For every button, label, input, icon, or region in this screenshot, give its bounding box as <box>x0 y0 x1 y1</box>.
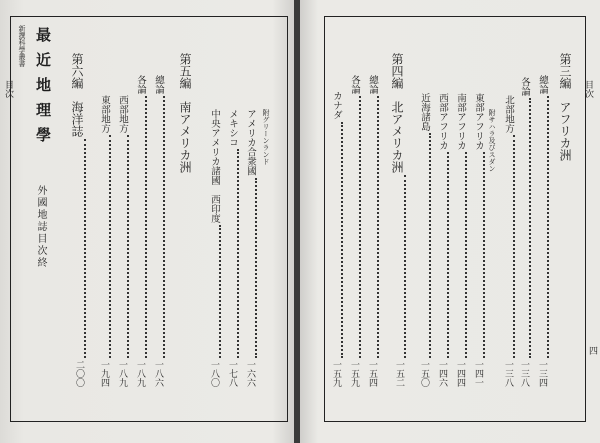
left-toc-page-number: 一八〇 <box>209 360 219 387</box>
left-toc-page-number: 一八六 <box>153 360 163 387</box>
left-toc-entry-text: 各論 <box>135 75 146 94</box>
dot-leader <box>219 225 221 358</box>
right-toc-page-number: 一五四 <box>367 360 377 387</box>
left-toc-page-number: 二〇〇 <box>74 360 84 387</box>
left-toc-page-number: 一七八 <box>227 360 237 387</box>
right-toc-entry <box>365 75 379 387</box>
right-toc-entry <box>329 91 343 387</box>
dot-leader <box>377 96 379 358</box>
left-margin-label: 目次 <box>3 80 13 98</box>
book-title-column <box>33 27 54 152</box>
right-toc-entry-text: 總論 <box>367 75 378 94</box>
right-toc-entry <box>471 93 485 387</box>
right-toc-entry-text: 各論 <box>519 77 530 96</box>
left-toc-entry <box>151 75 165 387</box>
right-toc-entry-text: 附サハラ及びスダン <box>488 109 496 172</box>
right-toc-entry-text: 各論 <box>349 75 360 94</box>
dot-leader <box>109 135 111 358</box>
right-page <box>300 0 600 443</box>
left-toc-entry-text: 第五編 南アメリカ洲 <box>178 53 192 173</box>
dot-leader <box>237 149 239 358</box>
right-toc-page-number: 一五九 <box>331 360 341 387</box>
right-toc-page-number: 一五九 <box>349 360 359 387</box>
left-toc-entry-text: メキシコ <box>227 109 238 147</box>
right-toc-page-number: 一四一 <box>473 360 483 387</box>
right-toc-entry <box>435 93 449 387</box>
left-toc-entry-text: 中央アメリカ諸國 西印度 <box>209 109 220 223</box>
left-toc-entry-text: 第六編 海洋誌 <box>70 53 84 137</box>
right-toc-entry <box>417 93 431 387</box>
left-toc-entry-text: 西部地方 <box>117 95 128 133</box>
dot-leader <box>465 152 467 358</box>
left-toc-entry-text: 附グリーンランド <box>262 109 270 165</box>
right-toc-entry-text: 東部アフリカ <box>473 93 484 150</box>
right-toc-entry-text: 第三編 アフリカ洲 <box>558 53 572 161</box>
left-toc-entry-text: 東部地方 <box>99 95 110 133</box>
right-toc-entry-text: 近海諸島 <box>419 93 430 131</box>
right-toc-entry <box>347 75 361 387</box>
left-toc-entry <box>261 109 271 165</box>
left-toc-entry <box>115 95 129 387</box>
left-toc-entry-text: アメリカ合衆國 <box>245 109 256 176</box>
dot-leader <box>429 133 431 358</box>
left-toc-frame <box>10 16 288 422</box>
left-toc-entry <box>69 53 86 387</box>
left-toc-page-number: 一八九 <box>117 360 127 387</box>
right-toc-page-number: 一三八 <box>519 360 529 387</box>
dot-leader <box>513 135 515 358</box>
right-toc-page-number: 一三八 <box>503 360 513 387</box>
right-toc-entry-text: 南部アフリカ <box>455 93 466 150</box>
dot-leader <box>447 152 449 358</box>
right-toc-entry-text: 西部アフリカ <box>437 93 448 150</box>
left-toc-page-number: 一八九 <box>135 360 145 387</box>
dot-leader <box>359 96 361 358</box>
dot-leader <box>145 96 147 358</box>
right-toc-entry <box>453 93 467 387</box>
right-toc-entry <box>557 53 574 161</box>
right-margin-label: 目次 <box>583 80 593 98</box>
right-page-number: 四 <box>587 346 597 355</box>
dot-leader <box>547 96 549 358</box>
right-toc-entry <box>517 77 531 387</box>
book-title: 最近地理學 <box>34 27 52 152</box>
dot-leader <box>529 98 531 358</box>
right-toc-entry-text: 總論 <box>537 75 548 94</box>
right-toc-page-number: 一四六 <box>437 360 447 387</box>
right-toc-page-number: 一三四 <box>537 360 547 387</box>
right-toc-page-number: 一四四 <box>455 360 465 387</box>
dot-leader <box>127 135 129 358</box>
book-subtitle: 外國地誌目次終 <box>35 185 46 269</box>
right-toc-entry <box>501 95 515 387</box>
left-toc-entry <box>177 53 194 173</box>
right-toc-entry-text: 北部地方 <box>503 95 514 133</box>
right-toc-page-number: 一五〇 <box>419 360 429 387</box>
left-toc-entry <box>133 75 147 387</box>
book-title-block <box>17 25 27 67</box>
right-toc-entry <box>389 53 406 387</box>
right-toc-entry <box>487 109 497 172</box>
dot-leader <box>163 96 165 358</box>
right-toc-page-number: 一五二 <box>394 360 404 387</box>
right-toc-entry-text: カナダ <box>331 91 342 120</box>
left-toc-page-number: 一六六 <box>245 360 255 387</box>
dot-leader <box>341 122 343 359</box>
left-toc-entry <box>243 109 257 387</box>
right-toc-entry <box>535 75 549 387</box>
dot-leader <box>404 175 406 358</box>
left-toc-page-number: 一九四 <box>99 360 109 387</box>
left-toc-entry <box>207 109 221 387</box>
left-toc-entry <box>97 95 111 387</box>
dot-leader <box>84 139 86 358</box>
right-toc-frame <box>324 16 586 422</box>
left-page <box>0 0 296 443</box>
series-label: 新撰科學叢書 <box>18 25 26 67</box>
dot-leader <box>255 178 257 359</box>
right-toc-entry-text: 第四編 北アメリカ洲 <box>390 53 404 173</box>
dot-leader <box>483 152 485 358</box>
book-subtitle-column <box>33 185 48 269</box>
left-toc-entry-text: 總論 <box>153 75 164 94</box>
left-toc-entry <box>225 109 239 387</box>
